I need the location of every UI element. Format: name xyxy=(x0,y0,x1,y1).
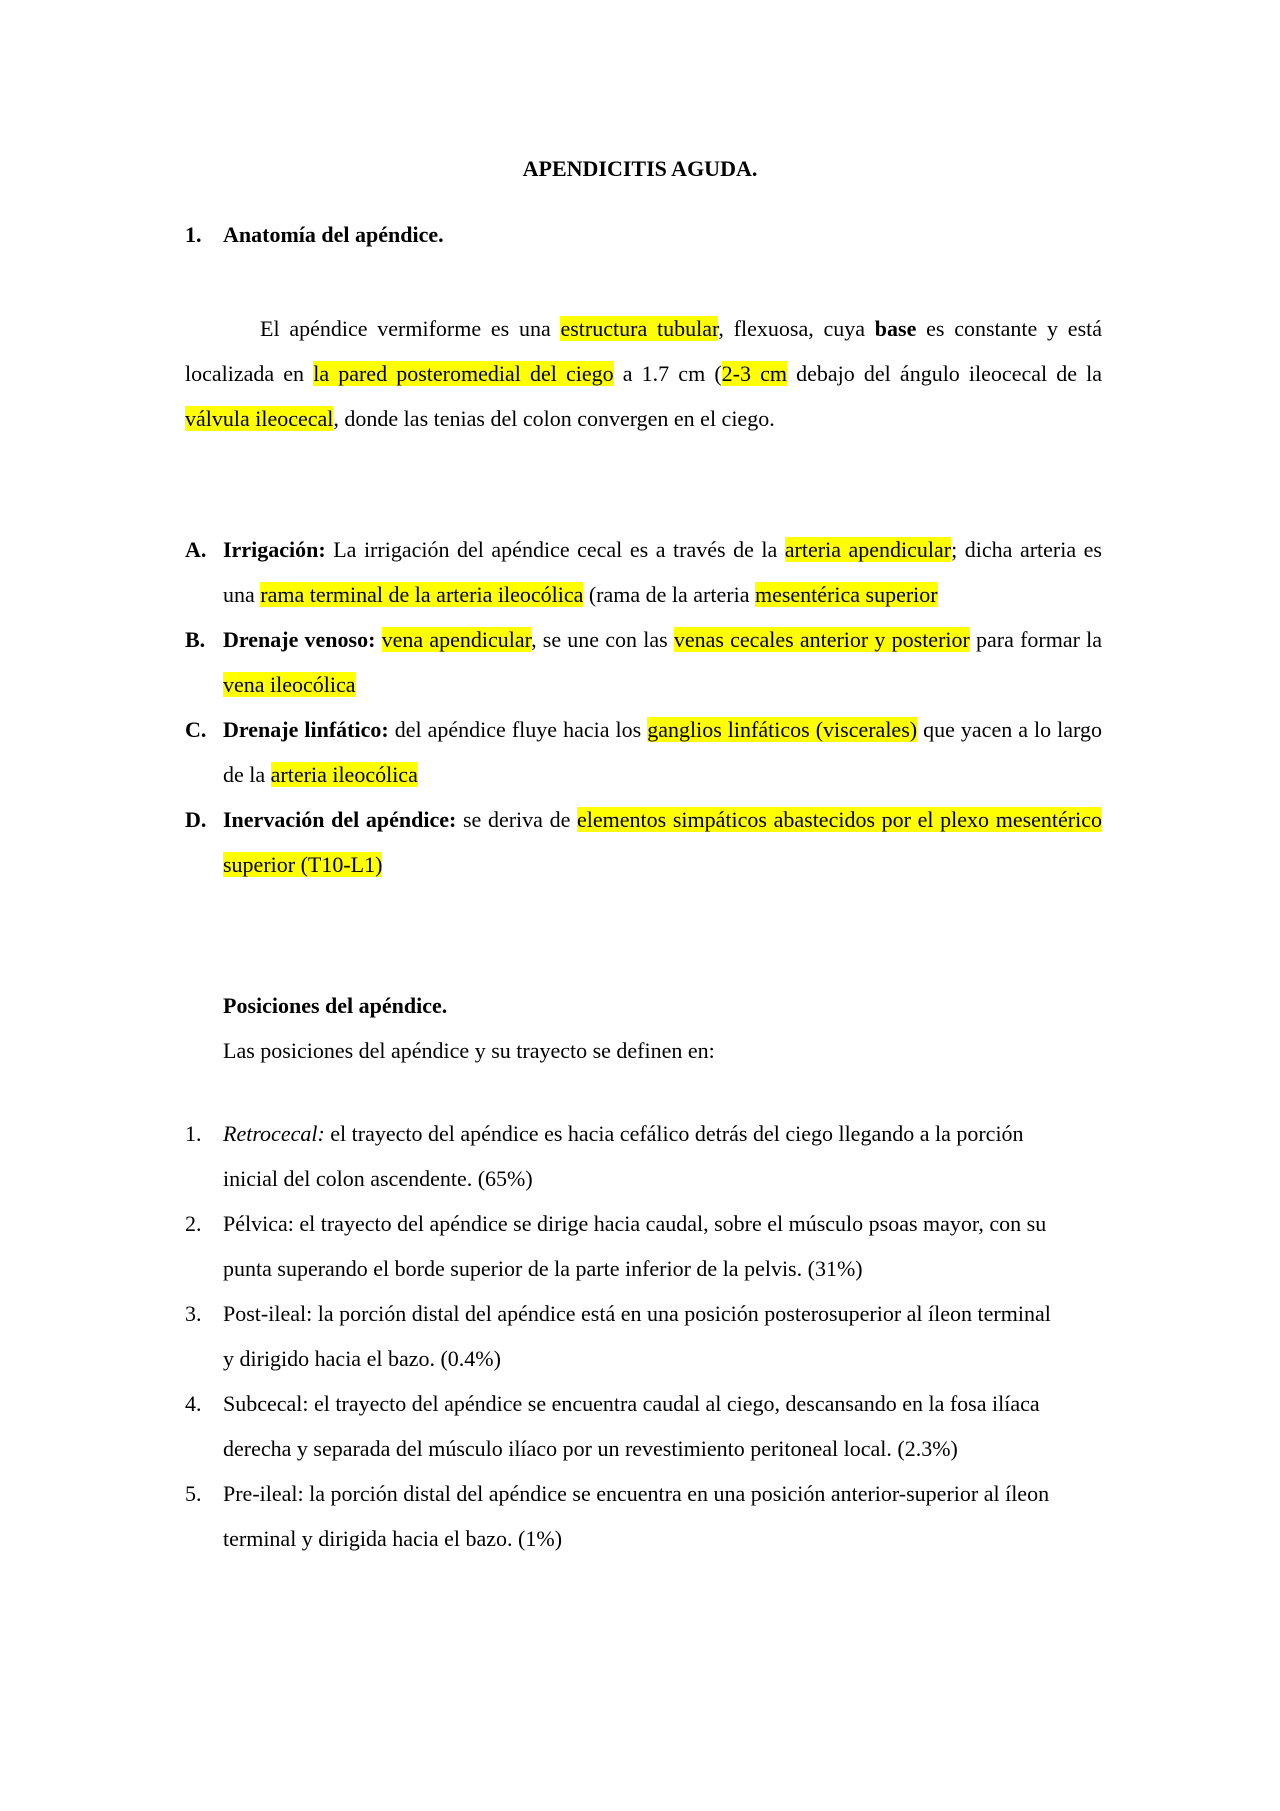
position-text: Pélvica: el trayecto del apéndice se dirige hacia caudal, sobre el músculo psoas mayor, con su punta superando el borde superior de la parte inferior de la pelvis. (31%) xyxy=(223,1211,1047,1281)
document-title: APENDICITIS AGUDA. xyxy=(522,156,758,181)
bold-base: base xyxy=(874,316,917,341)
item-label: Drenaje linfático: xyxy=(223,717,389,742)
list-marker: B. xyxy=(185,627,206,652)
list-marker: 5. xyxy=(185,1481,202,1506)
list-marker: 4. xyxy=(185,1391,202,1416)
highlight: ganglios linfáticos (viscerales) xyxy=(647,717,918,742)
list-item-irrigacion xyxy=(185,527,1102,617)
section-title: Anatomía del apéndice. xyxy=(223,222,444,247)
highlight-valvula-ileocecal: válvula ileocecal xyxy=(185,406,334,431)
item-label: Inervación del apéndice: xyxy=(223,807,457,832)
list-marker: 3. xyxy=(185,1301,202,1326)
item-label: Drenaje venoso: xyxy=(223,627,376,652)
text-run: para formar la xyxy=(969,627,1103,652)
highlight-estructura-tubular: estructura tubular xyxy=(560,316,719,341)
text-run: , flexuosa, cuya xyxy=(718,316,875,341)
list-item-drenaje-linfatico xyxy=(185,707,1102,797)
anatomy-details-list xyxy=(185,527,1102,887)
list-item-subcecal xyxy=(185,1381,1065,1471)
text-run: , donde las tenias del colon convergen en el ciego. xyxy=(333,406,775,431)
text-run: , se une con las xyxy=(531,627,674,652)
intro-paragraph xyxy=(185,306,1102,441)
position-text: Pre-ileal: la porción distal del apéndice se encuentra en una posición anterior-superior al íleon terminal y dirigida hacia el bazo. (1%) xyxy=(223,1481,1050,1551)
section-heading-anatomia xyxy=(185,219,444,251)
text-run: La irrigación del apéndice cecal es a través de la xyxy=(325,537,785,562)
list-item-post-ileal xyxy=(185,1291,1065,1381)
list-item-pelvica xyxy=(185,1201,1065,1291)
list-marker: 2. xyxy=(185,1211,202,1236)
list-item-pre-ileal xyxy=(185,1471,1065,1561)
text-run: es constante y está localizada en xyxy=(185,316,1103,386)
text-run: debajo del ángulo ileocecal de la xyxy=(787,361,1103,386)
list-marker: D. xyxy=(185,807,207,832)
list-item-drenaje-venoso xyxy=(185,617,1102,707)
list-marker: A. xyxy=(185,537,207,562)
highlight: arteria apendicular xyxy=(784,537,952,562)
positions-heading: Posiciones del apéndice. xyxy=(223,993,448,1018)
position-text: Post-ileal: la porción distal del apéndice está en una posición posterosuperior al íleon terminal y dirigido hacia el bazo. (0.4%) xyxy=(223,1301,1051,1371)
highlight: arteria ileocólica xyxy=(270,762,418,787)
position-text: el trayecto del apéndice es hacia cefálico detrás del ciego llegando a la porción inicial del colon ascendente. (65%) xyxy=(223,1121,1024,1191)
highlight: vena ileocólica xyxy=(223,672,356,697)
positions-intro: Las posiciones del apéndice y su trayecto se definen en: xyxy=(223,1038,715,1063)
highlight: rama terminal de la arteria ileocólica xyxy=(260,582,584,607)
list-item-inervacion xyxy=(185,797,1102,887)
highlight-pared-posteromedial: la pared posteromedial del ciego xyxy=(313,361,614,386)
section-number: 1. xyxy=(185,222,202,247)
text-run: ; dicha arteria es una xyxy=(223,537,1102,607)
text-run xyxy=(375,627,381,652)
position-text: Subcecal: el trayecto del apéndice se encuentra caudal al ciego, descansando en la fosa ilíaca derecha y separada del músculo ilíaco por un revestimiento peritoneal local. (2.3%) xyxy=(223,1391,1040,1461)
highlight-2-3-cm: 2-3 cm xyxy=(721,361,787,386)
highlight: elementos simpáticos abastecidos por el plexo mesentérico superior (T10-L1) xyxy=(223,807,1102,877)
text-run: del apéndice fluye hacia los xyxy=(388,717,648,742)
highlight: mesentérica superior xyxy=(754,582,938,607)
highlight: vena apendicular xyxy=(381,627,532,652)
text-run: (rama de la arteria xyxy=(583,582,755,607)
highlight: venas cecales anterior y posterior xyxy=(673,627,970,652)
positions-section xyxy=(223,983,715,1073)
text-run: a 1.7 cm ( xyxy=(613,361,722,386)
list-marker: C. xyxy=(185,717,207,742)
text-run: El apéndice vermiforme es una xyxy=(260,316,561,341)
positions-list xyxy=(185,1111,1065,1561)
list-marker: 1. xyxy=(185,1121,202,1146)
text-run: se deriva de xyxy=(456,807,577,832)
item-label: Irrigación: xyxy=(223,537,326,562)
position-name: Retrocecal: xyxy=(223,1121,325,1146)
text-run: que yacen a lo largo de la xyxy=(223,717,1102,787)
list-item-retrocecal xyxy=(185,1111,1065,1201)
